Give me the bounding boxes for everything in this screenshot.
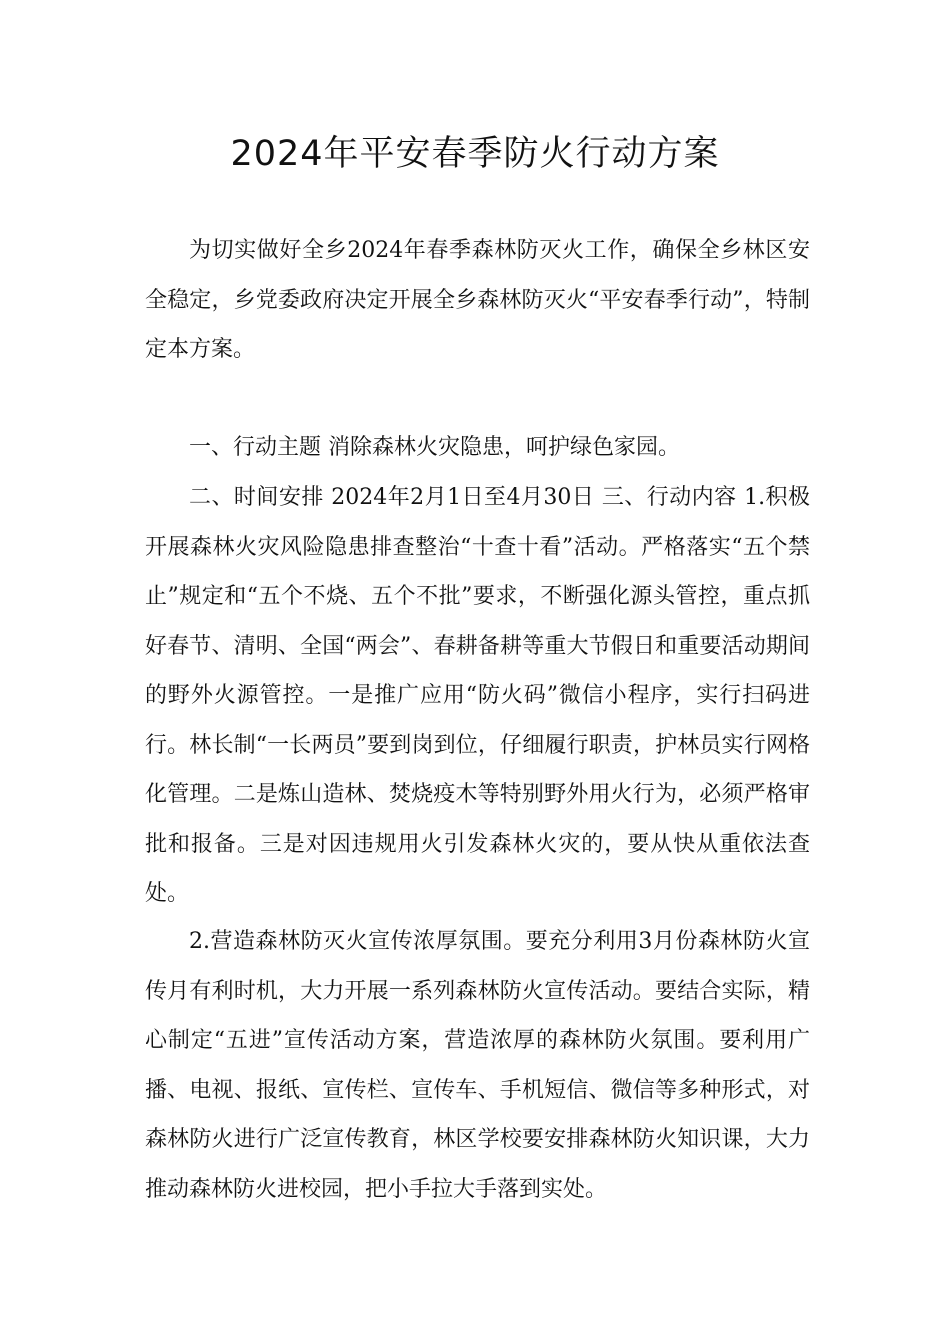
paragraph-intro (145, 226, 810, 375)
paragraph-theme (145, 423, 810, 473)
paragraph-text: 一、行动主题 消除森林火灾隐患，呵护绿色家园。 (189, 435, 680, 460)
paragraph-schedule-content (145, 473, 810, 919)
paragraph-publicity (145, 917, 810, 1214)
paragraph-text: 2.营造森林防灭火宣传浓厚氛围。要充分利用3月份森林防火宣传月有利时机，大力开展一系列森林防火宣传活动。要结合实际，精心制定“五进”宣传活动方案，营造浓厚的森林防火氛围。要利用广播、电视、报纸、宣传栏、宣传车、手机短信、微信等多种形式，对森林防火进行广泛宣传教育，林区学校要安排森林防火知识课，大力推动森林防火进校园，把小手拉大手落到实处。 (145, 929, 810, 1202)
document-title: 2024年平安春季防火行动方案 (230, 134, 720, 174)
paragraph-text: 为切实做好全乡2024年春季森林防灭火工作，确保全乡林区安全稳定，乡党委政府决定开展全乡森林防灭火“平安春季行动”，特制定本方案。 (145, 238, 810, 362)
paragraph-text: 二、时间安排 2024年2月1日至4月30日 三、行动内容 1.积极开展森林火灾风险隐患排查整治“十查十看”活动。严格落实“五个禁止”规定和“五个不烧、五个不批”要求，不断强化源头管控，重点抓好春节、清明、全国“两会”、春耕备耕等重大节假日和重要活动期间的野外火源管控。一是推广应用“防火码”微信小程序，实行扫码进行。林长制“一长两员”要到岗到位，仔细履行职责，护林员实行网格化管理。二是炼山造林、焚烧疫木等特别野外用火行为，必须严格审批和报备。三是对因违规用火引发森林火灾的，要从快从重依法查处。 (145, 485, 810, 906)
